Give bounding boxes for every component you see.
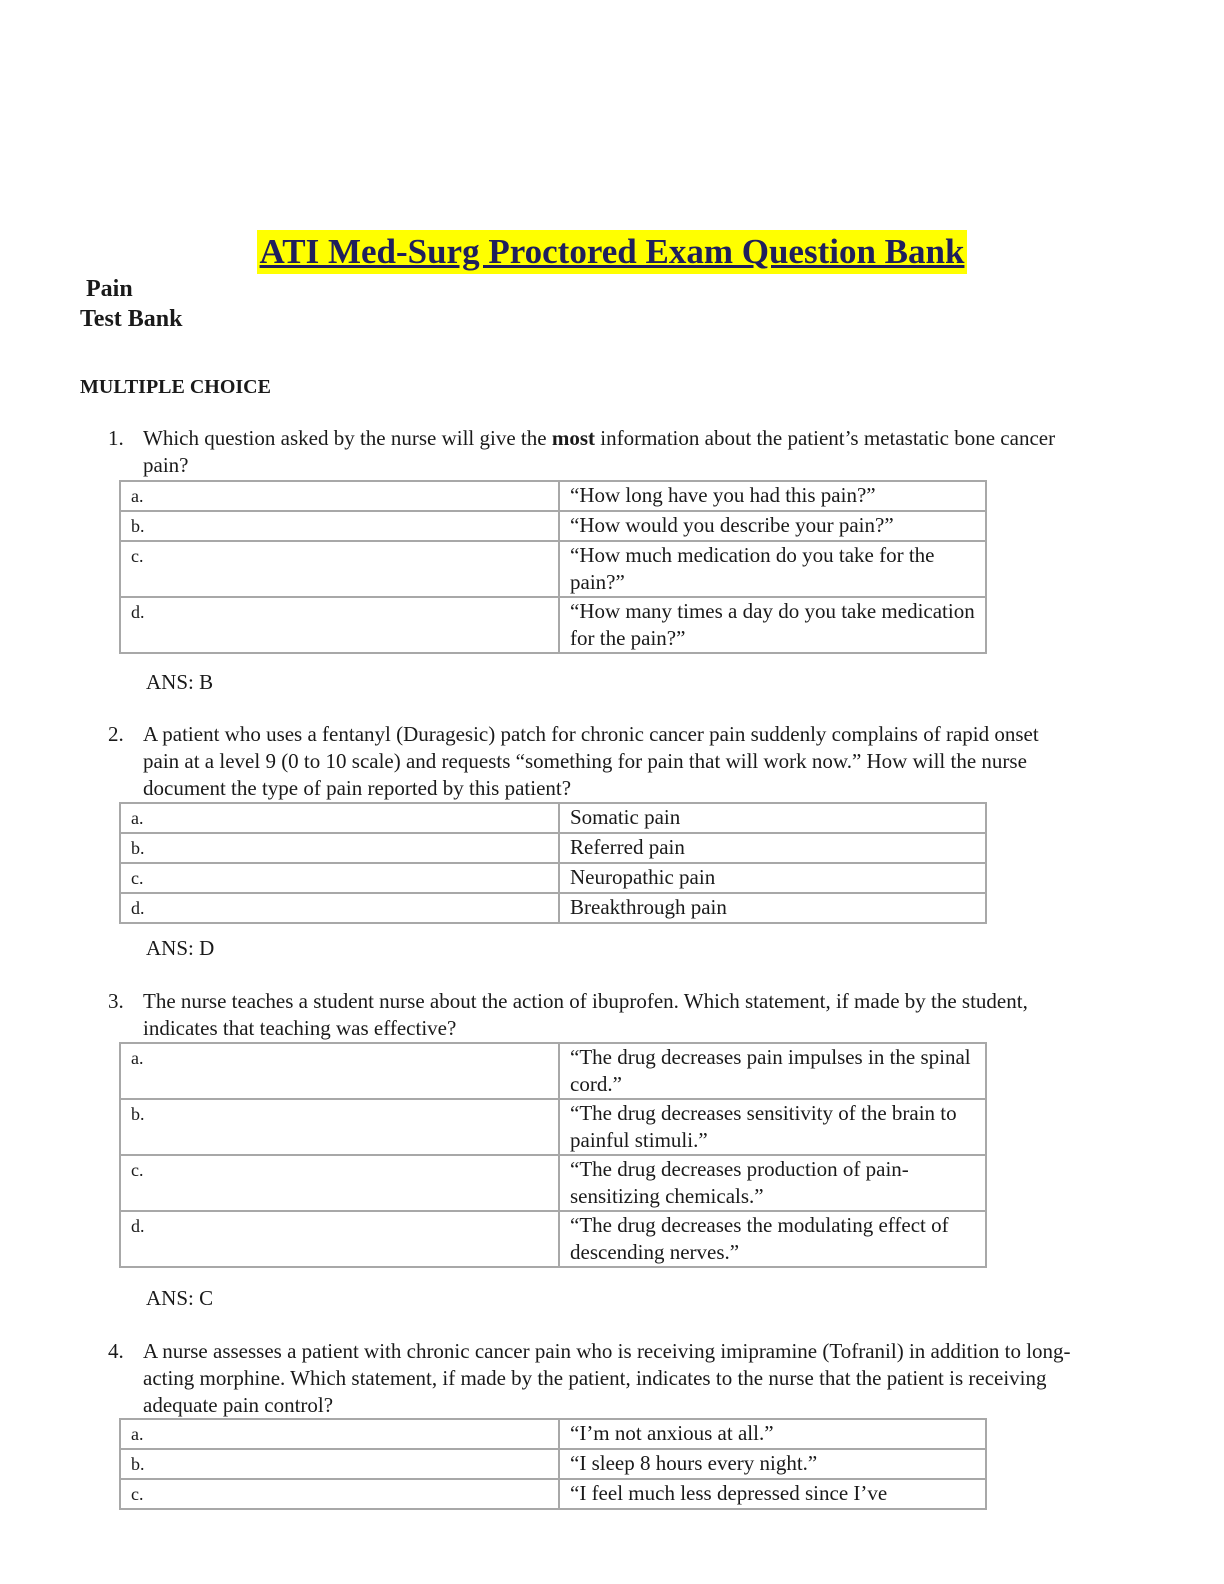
option-text: “The drug decreases sensitivity of the brain to painful stimuli.” [559, 1099, 986, 1155]
option-letter: b. [120, 511, 559, 541]
option-text: “The drug decreases pain impulses in the spinal cord.” [559, 1043, 986, 1099]
options-table [119, 480, 987, 654]
question-text: A patient who uses a fentanyl (Duragesic) patch for chronic cancer pain suddenly complains of rapid onset pain at a level 9 (0 to 10 scale) and requests “something for pain that will work now.” How will the nurse document the type of pain reported by this patient? [143, 722, 1039, 800]
document-title: ATI Med-Surg Proctored Exam Question Bank [257, 230, 968, 274]
question-text [143, 425, 1073, 479]
answer-key: ANS: C [146, 1286, 214, 1310]
options-table [119, 1042, 987, 1268]
question-number: 2. [108, 722, 124, 746]
option-letter: c. [120, 1155, 559, 1211]
option-text: “The drug decreases the modulating effect of descending nerves.” [559, 1211, 986, 1267]
option-row [120, 833, 986, 863]
option-row [120, 893, 986, 923]
question-text-before: Which question asked by the nurse will give the [143, 426, 552, 450]
options-table [119, 1418, 987, 1510]
option-letter: d. [120, 893, 559, 923]
option-text: “How long have you had this pain?” [559, 481, 986, 511]
option-row [120, 541, 986, 597]
option-text: “The drug decreases production of pain-sensitizing chemicals.” [559, 1155, 986, 1211]
option-text: “How many times a day do you take medication for the pain?” [559, 597, 986, 653]
option-row [120, 863, 986, 893]
option-letter: c. [120, 863, 559, 893]
subtitle-test-bank: Test Bank [80, 306, 183, 332]
option-text: “How much medication do you take for the pain?” [559, 541, 986, 597]
option-letter: b. [120, 1449, 559, 1479]
option-row [120, 481, 986, 511]
option-text: “I sleep 8 hours every night.” [559, 1449, 986, 1479]
option-letter: a. [120, 1419, 559, 1449]
option-row [120, 1211, 986, 1267]
option-letter: d. [120, 1211, 559, 1267]
question-number: 3. [108, 989, 124, 1013]
question-text-after: information about the patient’s metastatic bone cancer pain? [143, 426, 1056, 477]
option-row [120, 1419, 986, 1449]
question-number: 1. [108, 426, 124, 450]
question-number: 4. [108, 1339, 124, 1363]
question-text: The nurse teaches a student nurse about the action of ibuprofen. Which statement, if made by the student, indicates that teaching was effective? [143, 989, 1028, 1040]
option-row [120, 597, 986, 653]
answer-key: ANS: B [146, 670, 214, 694]
question-text-emphasis: most [551, 426, 595, 450]
option-letter: a. [120, 1043, 559, 1099]
option-text: “I feel much less depressed since I’ve [559, 1479, 986, 1509]
option-text: Referred pain [559, 833, 986, 863]
answer-key: ANS: D [146, 936, 215, 960]
option-letter: d. [120, 597, 559, 653]
option-row [120, 511, 986, 541]
option-row [120, 1449, 986, 1479]
option-text: Neuropathic pain [559, 863, 986, 893]
option-letter: a. [120, 803, 559, 833]
section-heading: MULTIPLE CHOICE [80, 376, 271, 398]
question-text: A nurse assesses a patient with chronic cancer pain who is receiving imipramine (Tofranil) in addition to long-acting morphine. Which statement, if made by the patient, indicates to the nurse that the patient is receiving adequate pain control? [143, 1339, 1071, 1417]
option-text: “I’m not anxious at all.” [559, 1419, 986, 1449]
option-letter: a. [120, 481, 559, 511]
option-row [120, 1099, 986, 1155]
option-row [120, 1155, 986, 1211]
option-row [120, 803, 986, 833]
option-text: Breakthrough pain [559, 893, 986, 923]
option-letter: b. [120, 833, 559, 863]
option-row [120, 1043, 986, 1099]
option-letter: b. [120, 1099, 559, 1155]
options-table [119, 802, 987, 924]
option-row [120, 1479, 986, 1509]
subtitle-pain: Pain [86, 276, 133, 302]
option-letter: c. [120, 541, 559, 597]
title-wrap [0, 230, 1224, 274]
option-letter: c. [120, 1479, 559, 1509]
option-text: Somatic pain [559, 803, 986, 833]
option-text: “How would you describe your pain?” [559, 511, 986, 541]
